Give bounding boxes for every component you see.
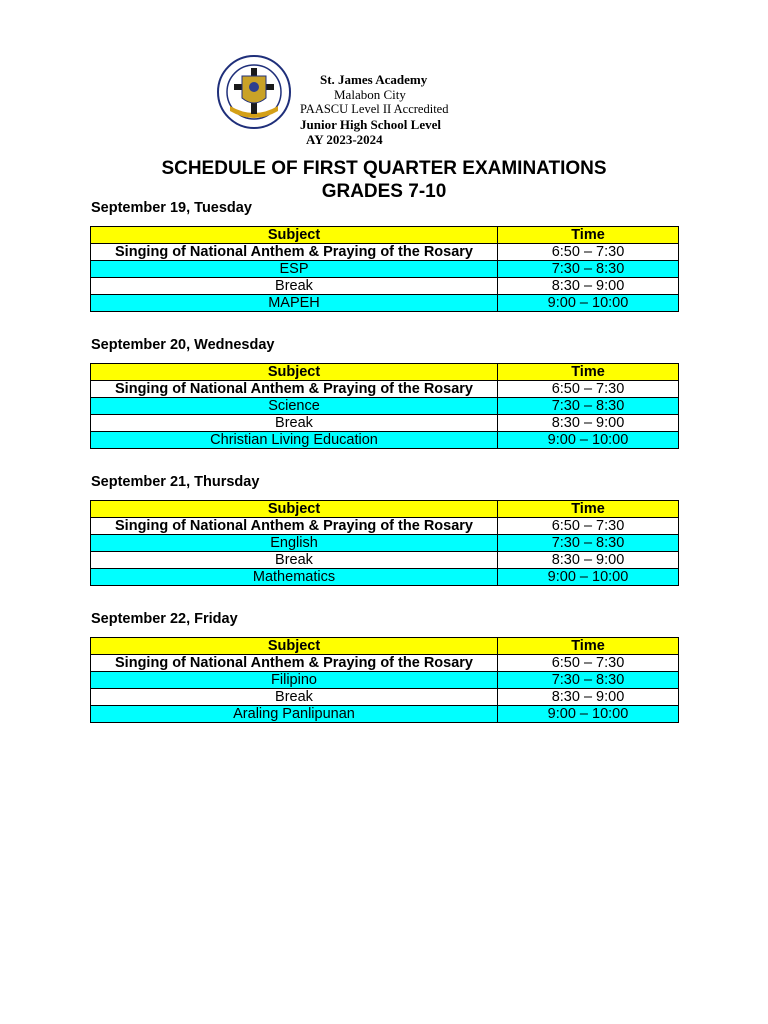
title-line-2: GRADES 7-10 xyxy=(321,181,447,202)
time-cell: 7:30 – 8:30 xyxy=(498,261,679,278)
subject-cell: Singing of National Anthem & Praying of the Rosary xyxy=(91,655,498,672)
schedule-table-sep-22 xyxy=(90,637,679,723)
time-cell: 9:00 – 10:00 xyxy=(498,569,679,586)
table-row xyxy=(91,261,679,278)
header-time: Time xyxy=(498,501,679,518)
table-row xyxy=(91,295,679,312)
day-label-sep-20: September 20, Wednesday xyxy=(91,337,275,353)
subject-cell: English xyxy=(91,535,498,552)
subject-cell: Christian Living Education xyxy=(91,432,498,449)
header-time: Time xyxy=(498,227,679,244)
table-row xyxy=(91,672,679,689)
header-time: Time xyxy=(498,364,679,381)
subject-cell: ESP xyxy=(91,261,498,278)
table-row xyxy=(91,432,679,449)
time-cell: 9:00 – 10:00 xyxy=(498,432,679,449)
subject-cell: Break xyxy=(91,552,498,569)
time-cell: 6:50 – 7:30 xyxy=(498,244,679,261)
time-cell: 8:30 – 9:00 xyxy=(498,689,679,706)
subject-cell: Singing of National Anthem & Praying of the Rosary xyxy=(91,381,498,398)
table-header-row xyxy=(91,638,679,655)
table-header-row xyxy=(91,227,679,244)
day-label-sep-21: September 21, Thursday xyxy=(91,474,260,490)
school-level: Junior High School Level xyxy=(300,117,441,132)
table-row xyxy=(91,518,679,535)
header-subject: Subject xyxy=(91,227,498,244)
time-cell: 6:50 – 7:30 xyxy=(498,655,679,672)
school-accreditation: PAASCU Level II Accredited xyxy=(300,102,449,116)
time-cell: 8:30 – 9:00 xyxy=(498,415,679,432)
table-header-row xyxy=(91,364,679,381)
header-subject: Subject xyxy=(91,638,498,655)
table-row xyxy=(91,381,679,398)
table-row xyxy=(91,552,679,569)
header-subject: Subject xyxy=(91,501,498,518)
day-label-sep-19: September 19, Tuesday xyxy=(91,200,252,216)
time-cell: 7:30 – 8:30 xyxy=(498,398,679,415)
day-label-sep-22: September 22, Friday xyxy=(91,611,238,627)
time-cell: 8:30 – 9:00 xyxy=(498,552,679,569)
time-cell: 8:30 – 9:00 xyxy=(498,278,679,295)
table-row xyxy=(91,398,679,415)
subject-cell: Science xyxy=(91,398,498,415)
table-row xyxy=(91,689,679,706)
table-row xyxy=(91,569,679,586)
subject-cell: Mathematics xyxy=(91,569,498,586)
school-seal-logo xyxy=(216,54,296,134)
subject-cell: MAPEH xyxy=(91,295,498,312)
table-row xyxy=(91,244,679,261)
subject-cell: Break xyxy=(91,278,498,295)
time-cell: 6:50 – 7:30 xyxy=(498,381,679,398)
school-city: Malabon City xyxy=(334,87,406,102)
title-line-1: SCHEDULE OF FIRST QUARTER EXAMINATIONS xyxy=(161,158,607,179)
table-row xyxy=(91,278,679,295)
time-cell: 7:30 – 8:30 xyxy=(498,672,679,689)
table-row xyxy=(91,415,679,432)
schedule-table-sep-21 xyxy=(90,500,679,586)
table-row xyxy=(91,706,679,723)
academic-year: AY 2023-2024 xyxy=(306,132,383,147)
page-title xyxy=(0,157,768,203)
subject-cell: Filipino xyxy=(91,672,498,689)
table-row xyxy=(91,655,679,672)
subject-cell: Break xyxy=(91,689,498,706)
school-name: St. James Academy xyxy=(320,72,428,87)
table-row xyxy=(91,535,679,552)
subject-cell: Break xyxy=(91,415,498,432)
time-cell: 9:00 – 10:00 xyxy=(498,295,679,312)
header-subject: Subject xyxy=(91,364,498,381)
header-time: Time xyxy=(498,638,679,655)
time-cell: 6:50 – 7:30 xyxy=(498,518,679,535)
schedule-table-sep-19 xyxy=(90,226,679,312)
subject-cell: Singing of National Anthem & Praying of the Rosary xyxy=(91,518,498,535)
schedule-table-sep-20 xyxy=(90,363,679,449)
time-cell: 7:30 – 8:30 xyxy=(498,535,679,552)
table-header-row xyxy=(91,501,679,518)
subject-cell: Araling Panlipunan xyxy=(91,706,498,723)
subject-cell: Singing of National Anthem & Praying of the Rosary xyxy=(91,244,498,261)
school-header xyxy=(216,54,536,147)
time-cell: 9:00 – 10:00 xyxy=(498,706,679,723)
